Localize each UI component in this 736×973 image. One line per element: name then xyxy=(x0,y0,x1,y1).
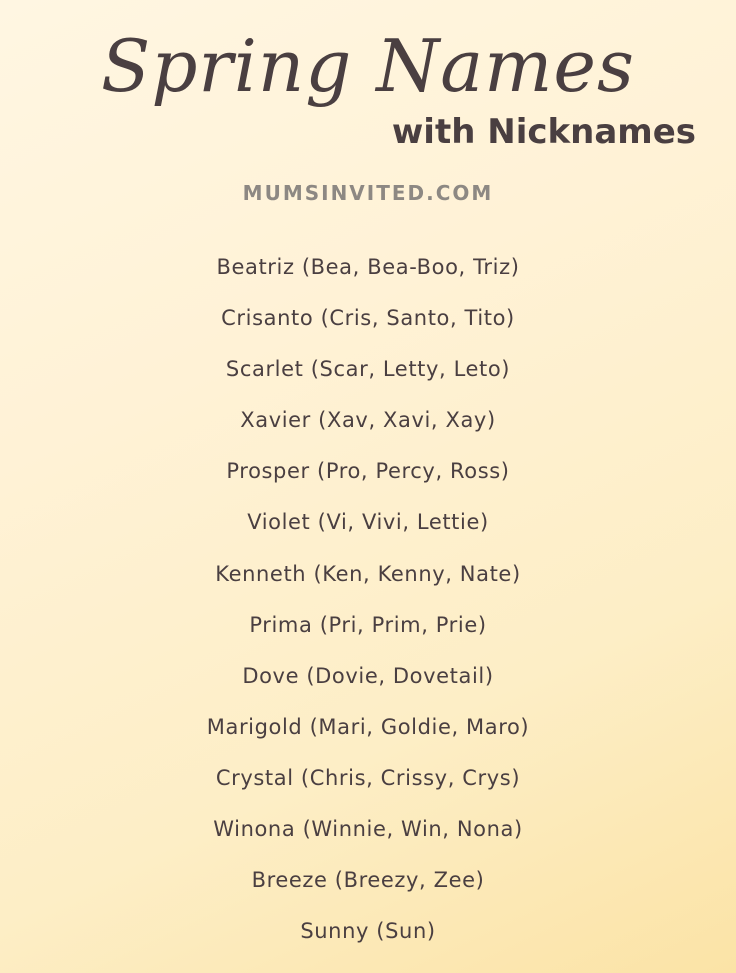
list-item: Dove (Dovie, Dovetail) xyxy=(242,663,494,688)
list-item: Crisanto (Cris, Santo, Tito) xyxy=(221,306,515,331)
list-item: Winona (Winnie, Win, Nona) xyxy=(213,817,523,842)
list-item: Breeze (Breezy, Zee) xyxy=(251,868,485,893)
list-item: Violet (Vi, Vivi, Lettie) xyxy=(247,510,489,535)
list-item: Kenneth (Ken, Kenny, Nate) xyxy=(215,561,521,586)
list-item: Prima (Pri, Prim, Prie) xyxy=(249,612,487,637)
page-title: Spring Names xyxy=(101,24,635,108)
list-item: Sunny (Sun) xyxy=(300,919,436,944)
list-item: Scarlet (Scar, Letty, Leto) xyxy=(225,357,511,382)
list-item: Crystal (Chris, Crissy, Crys) xyxy=(215,765,521,790)
list-item: Prosper (Pro, Percy, Ross) xyxy=(226,459,510,484)
list-item: Marigold (Mari, Goldie, Maro) xyxy=(206,714,530,739)
page-subtitle: with Nicknames xyxy=(391,112,696,152)
list-item: Xavier (Xav, Xavi, Xay) xyxy=(240,408,496,433)
list-item: Beatriz (Bea, Bea-Boo, Triz) xyxy=(216,255,520,279)
names-list xyxy=(0,242,736,957)
site-name: MUMSINVITED.COM xyxy=(242,181,494,205)
